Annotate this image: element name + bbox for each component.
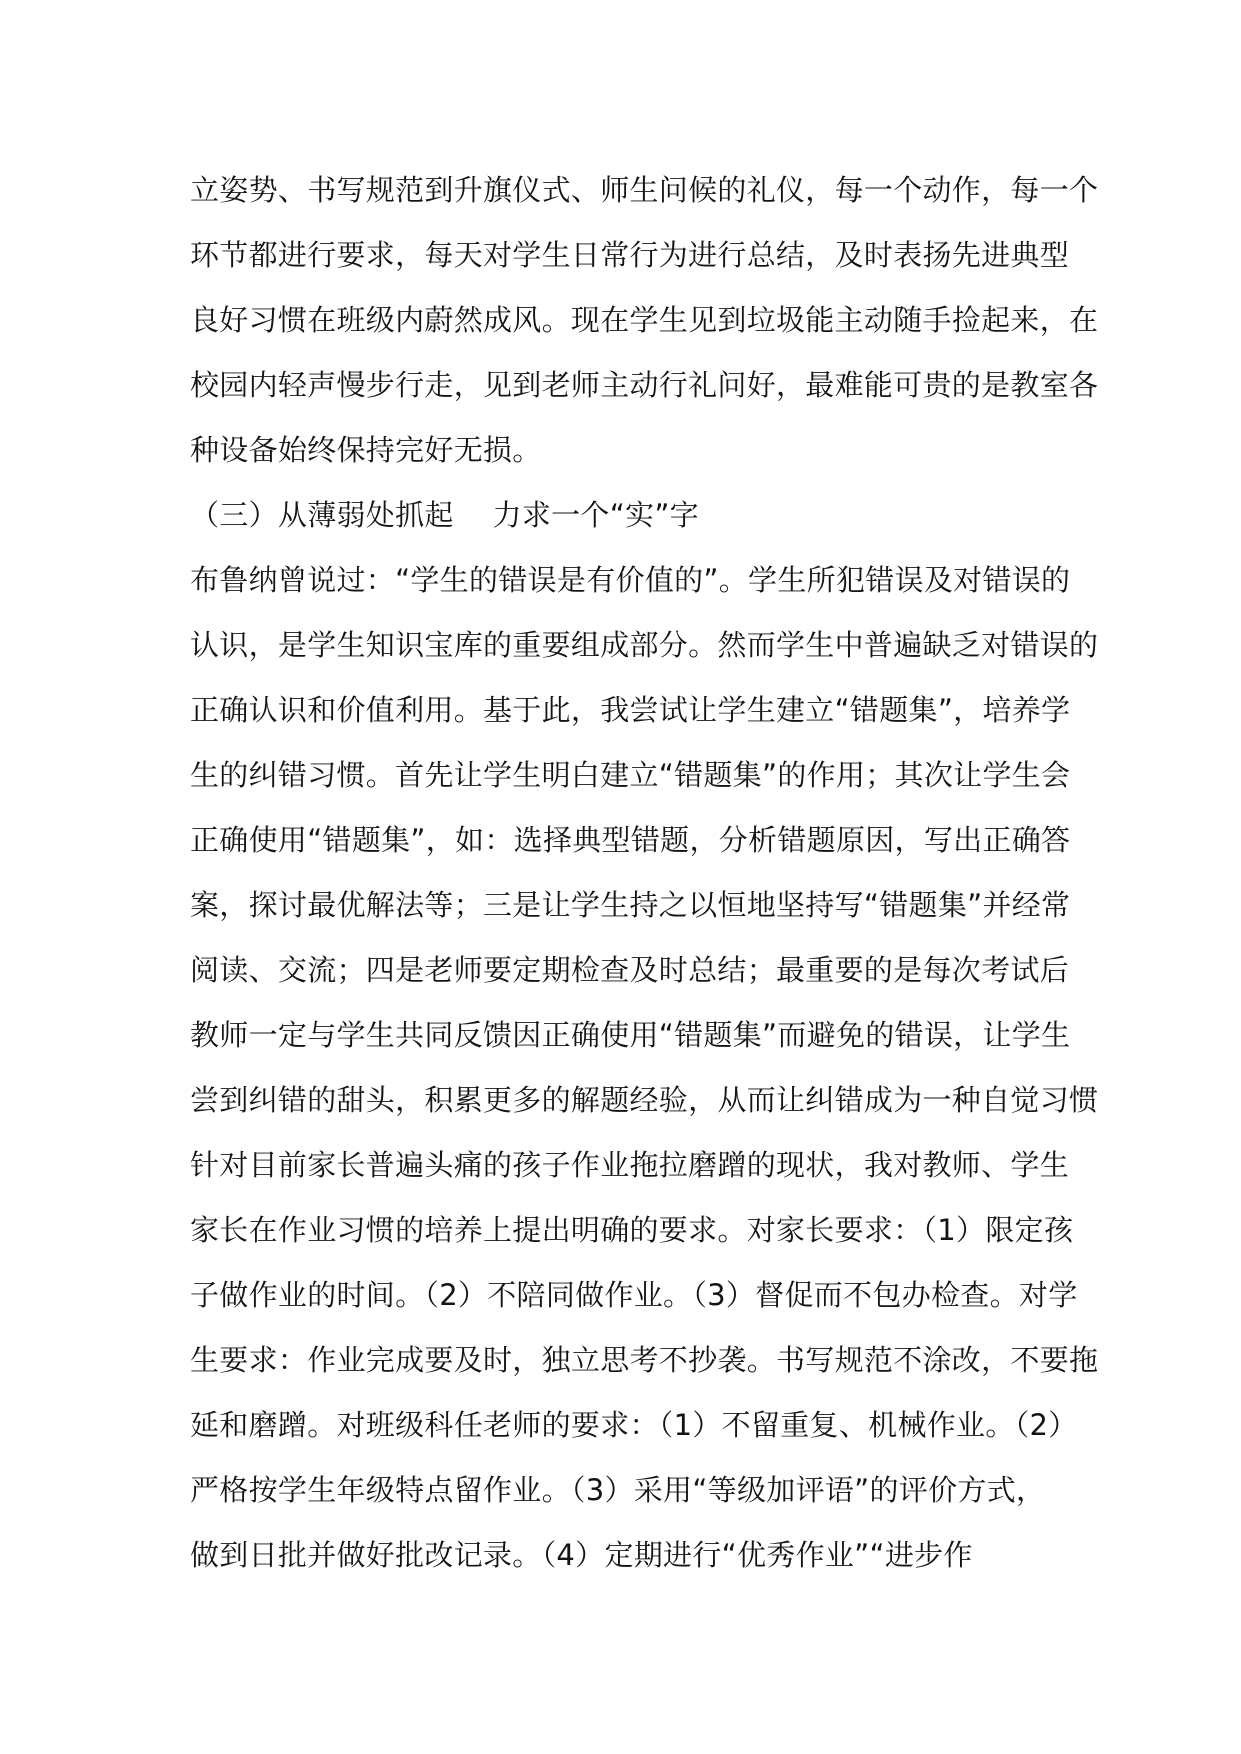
text-line: 校园内轻声慢步行走，见到老师主动行礼问好，最难能可贵的是教室各 [190,368,1099,402]
text-line: 立姿势、书写规范到升旗仪式、师生问候的礼仪，每一个动作，每一个 [190,173,1099,207]
section-heading: （三）从薄弱处抓起 力求一个“实”字 [190,498,699,532]
text-line: 布鲁纳曾说过：“学生的错误是有价值的”。学生所犯错误及对错误的 [190,563,1071,597]
text-line: 做到日批并做好批改记录。（4）定期进行“优秀作业”“进步作 [190,1538,973,1572]
text-line: 针对目前家长普遍头痛的孩子作业拖拉磨蹭的现状，我对教师、学生 [190,1148,1070,1182]
text-line: 严格按学生年级特点留作业。（3）采用“等级加评语”的评价方式， [190,1473,1046,1507]
text-line: 案，探讨最优解法等；三是让学生持之以恒地坚持写“错题集”并经常 [190,888,1071,922]
text-line: 子做作业的时间。（2）不陪同做作业。（3）督促而不包办检查。对学 [190,1278,1078,1312]
text-line: 家长在作业习惯的培养上提出明确的要求。对家长要求：（1）限定孩 [190,1213,1074,1247]
text-line: 正确使用“错题集”，如：选择典型错题，分析错题原因，写出正确答 [190,823,1071,857]
text-line: 认识，是学生知识宝库的重要组成部分。然而学生中普遍缺乏对错误的 [190,628,1099,662]
body-text [190,158,1099,1588]
text-line: 环节都进行要求，每天对学生日常行为进行总结，及时表扬先进典型 [190,238,1070,272]
text-line: 种设备始终保持完好无损。 [190,433,542,467]
text-line: 阅读、交流；四是老师要定期检查及时总结；最重要的是每次考试后 [190,953,1070,987]
text-line: 良好习惯在班级内蔚然成风。现在学生见到垃圾能主动随手捡起来，在 [190,303,1099,337]
text-line: 延和磨蹭。对班级科任老师的要求：（1）不留重复、机械作业。（2） [190,1408,1078,1442]
text-line: 生的纠错习惯。首先让学生明白建立“错题集”的作用；其次让学生会 [190,758,1071,792]
text-line: 尝到纠错的甜头，积累更多的解题经验，从而让纠错成为一种自觉习惯 [190,1083,1099,1117]
text-line: 正确认识和价值利用。基于此，我尝试让学生建立“错题集”，培养学 [190,693,1071,727]
text-line: 教师一定与学生共同反馈因正确使用“错题集”而避免的错误，让学生 [190,1018,1071,1052]
text-line: 生要求：作业完成要及时，独立思考不抄袭。书写规范不涂改，不要拖 [190,1343,1099,1377]
